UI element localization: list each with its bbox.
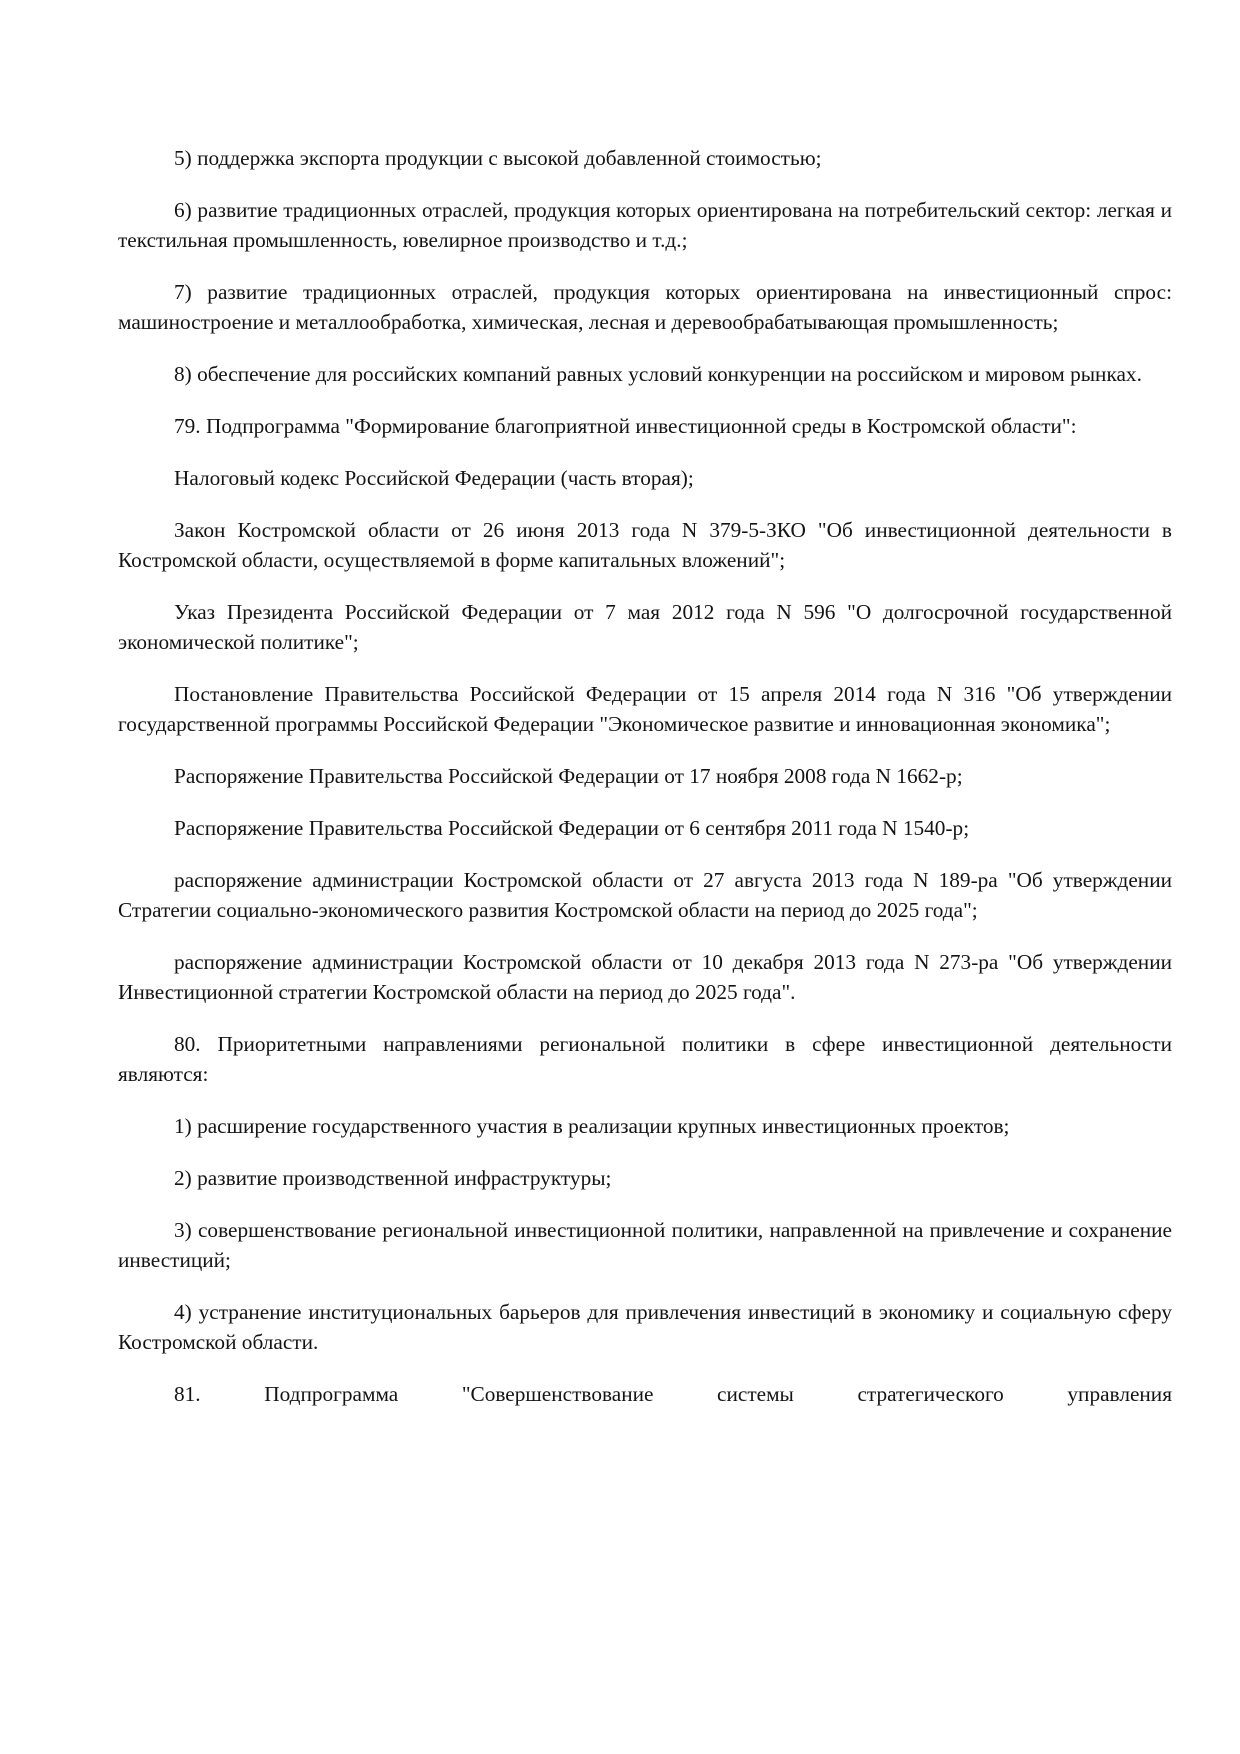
paragraph-presidential-decree: Указ Президента Российской Федерации от 7 мая 2012 года N 596 "О долгосрочной государственной экономической политике";: [118, 600, 1172, 654]
paragraph-government-order-2008: Распоряжение Правительства Российской Федерации от 17 ноября 2008 года N 1662-р;: [174, 764, 963, 788]
paragraph-item-8: 8) обеспечение для российских компаний равных условий конкуренции на российском и мировом рынках.: [174, 362, 1142, 386]
paragraph-admin-order-189: распоряжение администрации Костромской области от 27 августа 2013 года N 189-ра "Об утверждении Стратегии социально-экономического развития Костромской области на период до 2025 года";: [118, 868, 1172, 922]
paragraph-clause-79: 79. Подпрограмма "Формирование благоприятной инвестиционной среды в Костромской области":: [174, 414, 1077, 438]
paragraph-item-7: 7) развитие традиционных отраслей, продукция которых ориентирована на инвестиционный спрос: машиностроение и металлообработка, химическая, лесная и деревообрабатывающая промышленность;: [118, 280, 1172, 334]
paragraph-government-order-2011: Распоряжение Правительства Российской Федерации от 6 сентября 2011 года N 1540-р;: [174, 816, 970, 840]
paragraph-priority-1: 1) расширение государственного участия в реализации крупных инвестиционных проектов;: [174, 1114, 1010, 1138]
paragraph-clause-81: 81. Подпрограмма "Совершенствование системы стратегического управления: [174, 1382, 1172, 1406]
paragraph-tax-code: Налоговый кодекс Российской Федерации (часть вторая);: [174, 466, 694, 490]
paragraph-priority-4: 4) устранение институциональных барьеров для привлечения инвестиций в экономику и социальную сферу Костромской области.: [118, 1300, 1172, 1354]
paragraph-clause-80: 80. Приоритетными направлениями региональной политики в сфере инвестиционной деятельности являются:: [118, 1032, 1172, 1086]
document-page: [118, 143, 1172, 1431]
paragraph-item-5: 5) поддержка экспорта продукции с высокой добавленной стоимостью;: [174, 146, 822, 170]
paragraph-item-6: 6) развитие традиционных отраслей, продукция которых ориентирована на потребительский сектор: легкая и текстильная промышленность, ювелирное производство и т.д.;: [118, 198, 1172, 252]
paragraph-priority-3: 3) совершенствование региональной инвестиционной политики, направленной на привлечение и сохранение инвестиций;: [118, 1218, 1172, 1272]
paragraph-priority-2: 2) развитие производственной инфраструктуры;: [174, 1166, 612, 1190]
paragraph-government-resolution: Постановление Правительства Российской Федерации от 15 апреля 2014 года N 316 "Об утверждении государственной программы Российской Федерации "Экономическое развитие и инновационная экономика";: [118, 682, 1172, 736]
paragraph-admin-order-273: распоряжение администрации Костромской области от 10 декабря 2013 года N 273-ра "Об утверждении Инвестиционной стратегии Костромской области на период до 2025 года".: [118, 950, 1172, 1004]
paragraph-regional-law: Закон Костромской области от 26 июня 2013 года N 379-5-ЗКО "Об инвестиционной деятельности в Костромской области, осуществляемой в форме капитальных вложений";: [118, 518, 1172, 572]
